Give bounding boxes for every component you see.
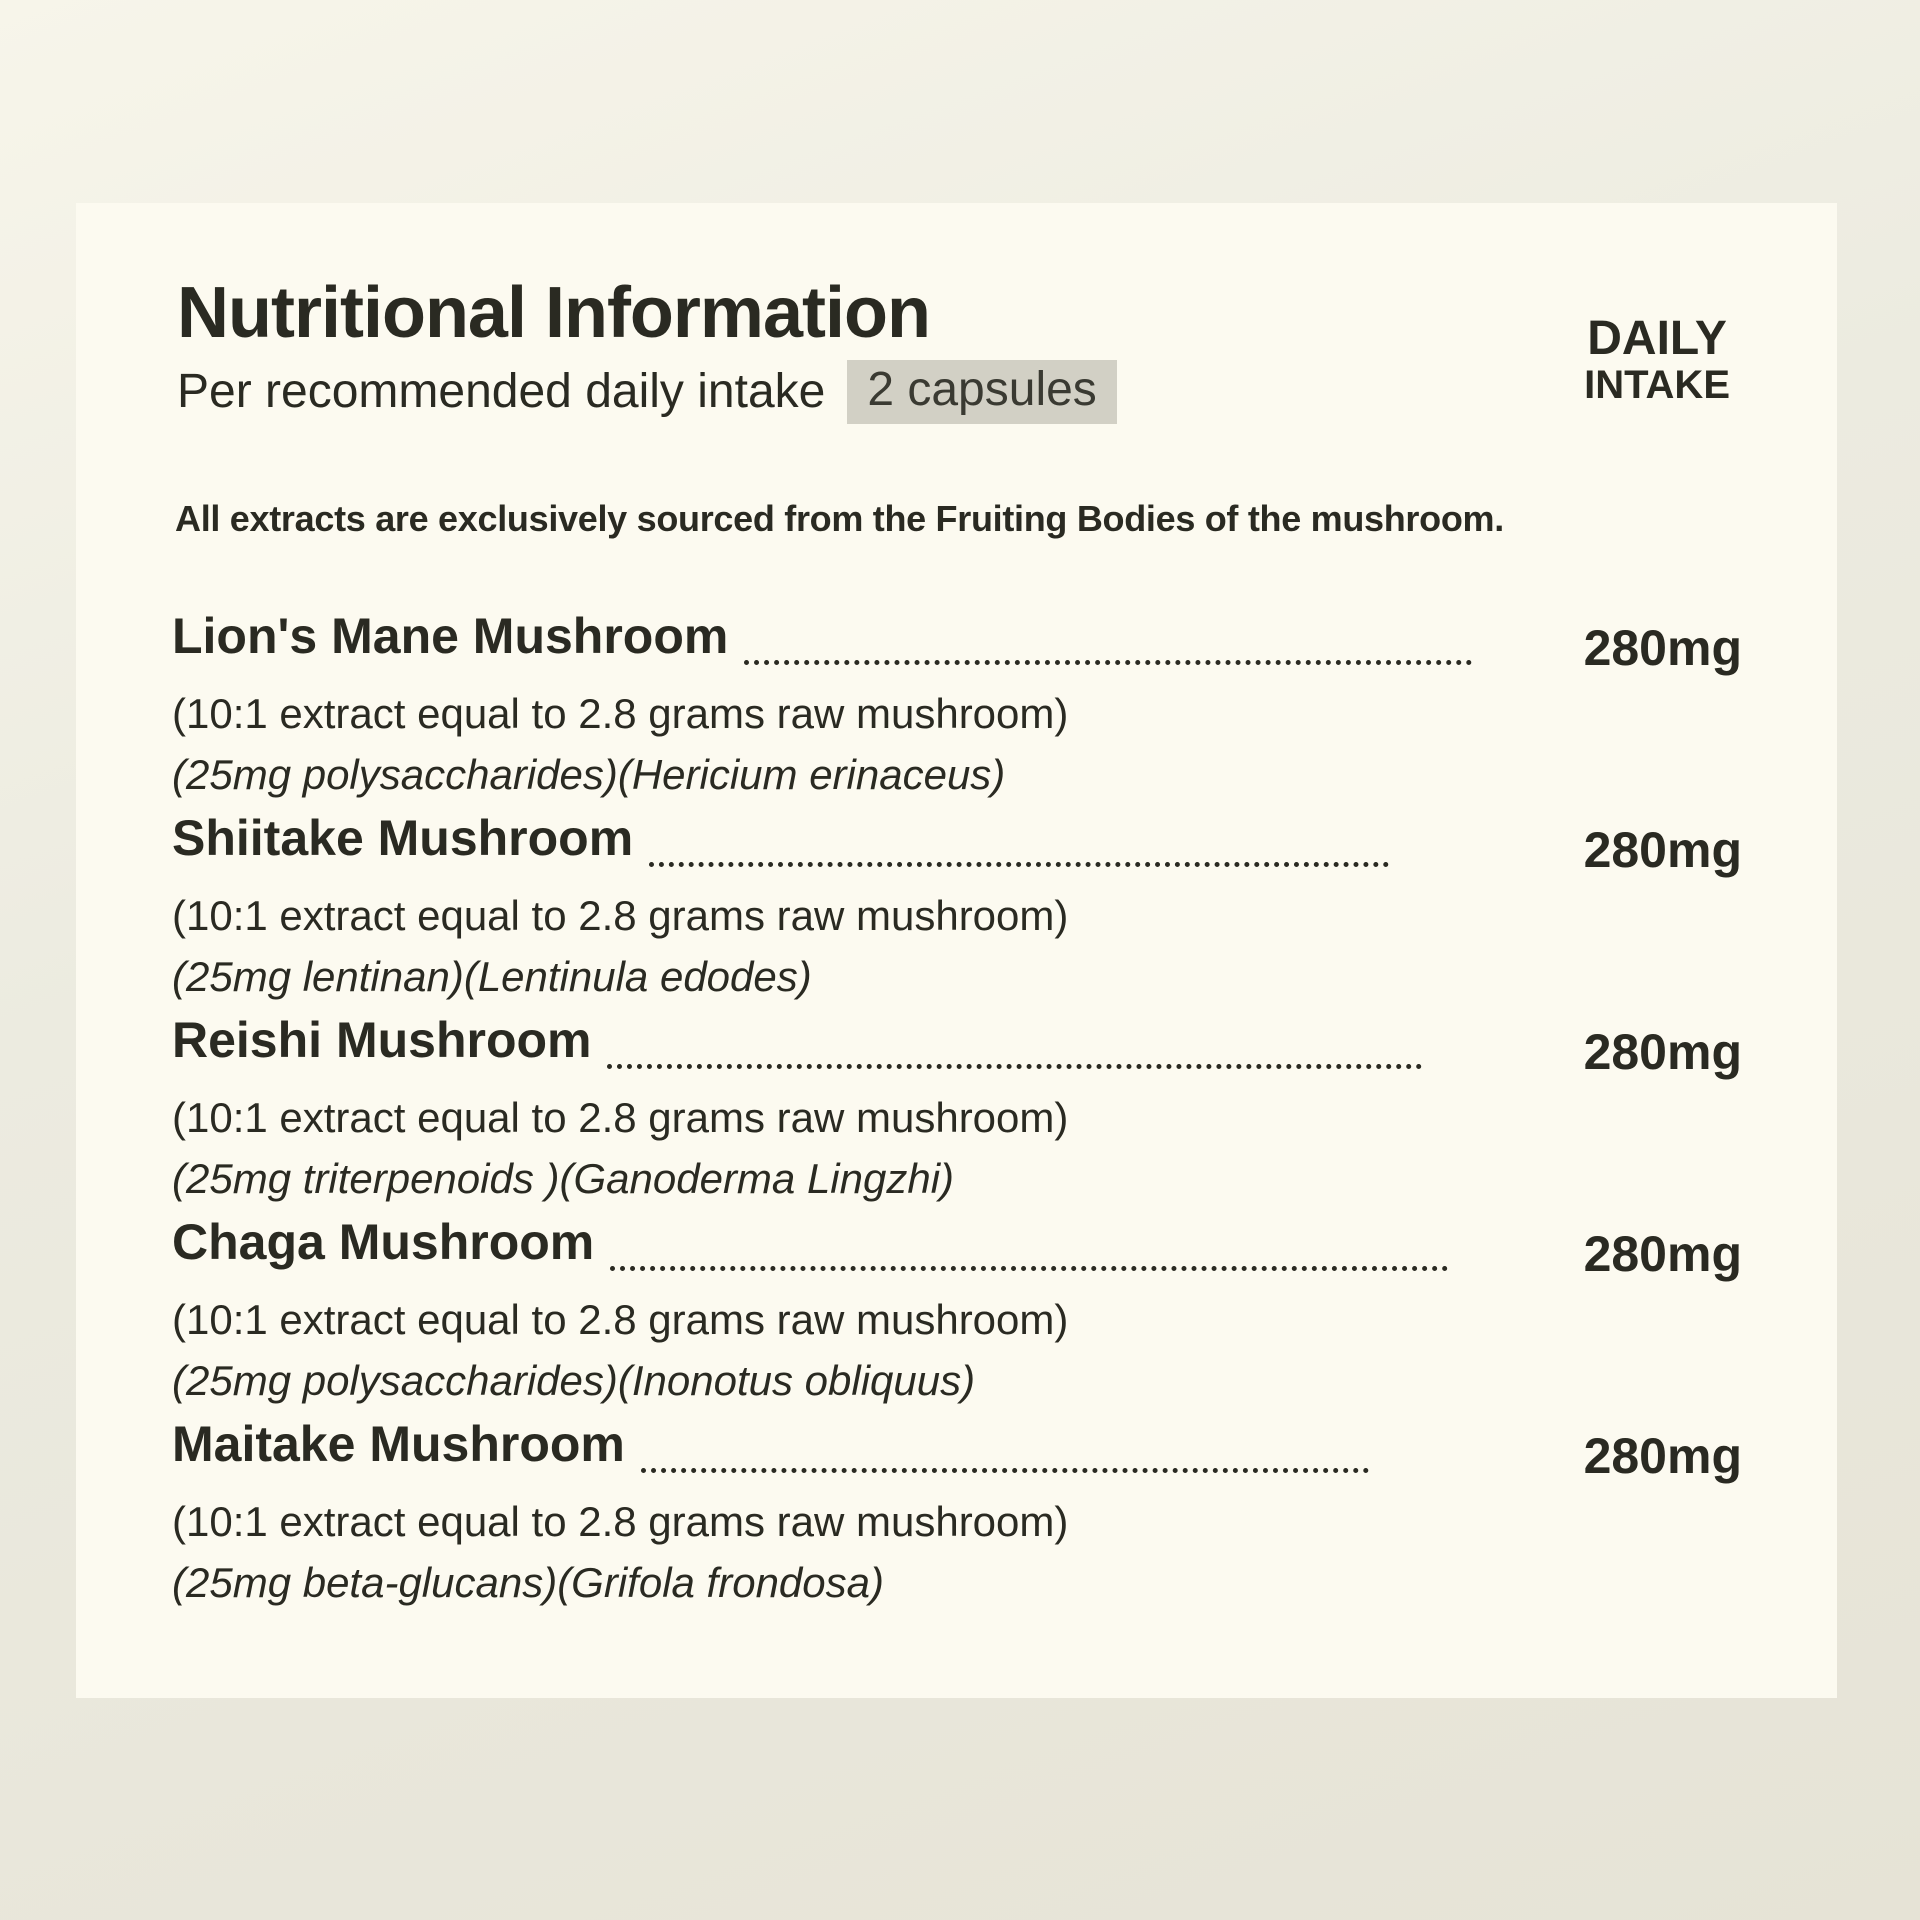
ingredient-list [172,608,1742,1621]
ingredient-detail: (25mg triterpenoids )(Ganoderma Lingzhi) [172,1155,955,1202]
dot-leader [610,1266,1448,1271]
ingredient-amount: 280mg [1583,620,1742,676]
ingredient-detail: (25mg polysaccharides)(Inonotus obliquus) [172,1357,976,1404]
dot-leader [744,660,1472,665]
serving-size-badge: 2 capsules [847,360,1116,424]
ingredient-name-row [172,810,1742,881]
ingredient-amount: 280mg [1583,822,1742,878]
dot-leader [641,1468,1369,1473]
ingredient-row [172,1416,1742,1621]
subtitle: Per recommended daily intake [177,365,826,418]
ingredient-detail: (25mg polysaccharides)(Hericium erinaceus) [172,751,1006,798]
ingredient-row [172,608,1742,813]
ingredient-name-row [172,608,1742,679]
ingredient-name: Maitake Mushroom [172,1416,625,1472]
page-title: Nutritional Information [177,273,930,353]
ingredient-name-row [172,1012,1742,1083]
ingredient-name-row [172,1416,1742,1487]
ingredient-extract-ratio: (10:1 extract equal to 2.8 grams raw mushroom) [172,1498,1069,1545]
ingredient-name: Shiitake Mushroom [172,810,634,866]
ingredient-detail: (25mg beta-glucans)(Grifola frondosa) [172,1559,884,1606]
intake-label: INTAKE [1584,363,1730,407]
ingredient-name-row [172,1214,1742,1285]
serving-info [177,360,1117,424]
ingredient-detail: (25mg lentinan)(Lentinula edodes) [172,953,812,1000]
ingredient-row [172,1012,1742,1217]
ingredient-extract-ratio: (10:1 extract equal to 2.8 grams raw mushroom) [172,1094,1069,1141]
ingredient-name: Lion's Mane Mushroom [172,608,729,664]
ingredient-name: Chaga Mushroom [172,1214,595,1270]
ingredient-extract-ratio: (10:1 extract equal to 2.8 grams raw mushroom) [172,690,1069,737]
ingredient-amount: 280mg [1583,1226,1742,1282]
daily-intake-column-label [1584,312,1730,407]
dot-leader [607,1064,1422,1069]
ingredient-extract-ratio: (10:1 extract equal to 2.8 grams raw mushroom) [172,892,1069,939]
ingredient-row [172,1214,1742,1419]
ingredient-amount: 280mg [1583,1024,1742,1080]
nutrition-panel [76,203,1837,1698]
ingredient-extract-ratio: (10:1 extract equal to 2.8 grams raw mushroom) [172,1296,1069,1343]
ingredient-row [172,810,1742,1015]
daily-label: DAILY [1587,312,1727,365]
ingredient-name: Reishi Mushroom [172,1012,592,1068]
dot-leader [649,862,1389,867]
source-note: All extracts are exclusively sourced from the Fruiting Bodies of the mushroom. [175,498,1504,539]
ingredient-amount: 280mg [1583,1428,1742,1484]
